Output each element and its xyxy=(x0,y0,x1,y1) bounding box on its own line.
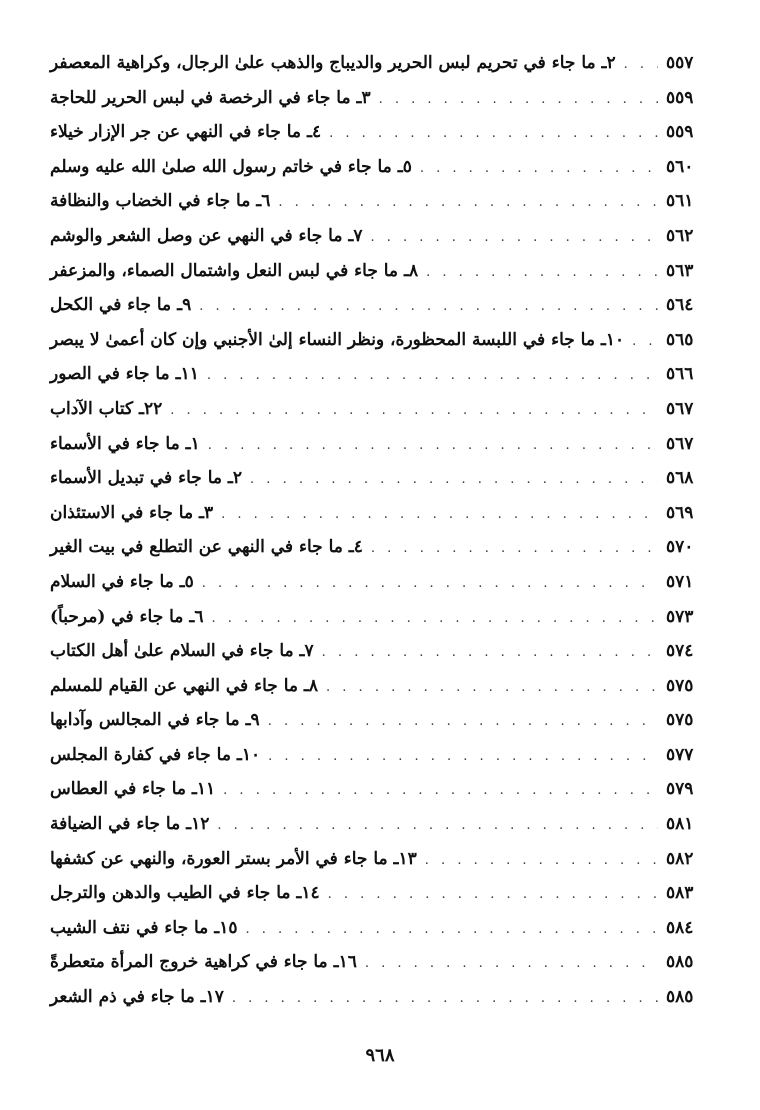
toc-page-number: ٥٨٥ xyxy=(666,952,694,973)
toc-row xyxy=(50,115,710,150)
toc-row xyxy=(50,634,710,669)
toc-entry-title: ١٢ـ ما جاء في الضيافة xyxy=(50,814,210,835)
toc-chapter-title: ٢٢ـ كتاب الآداب xyxy=(50,398,163,419)
toc-page-number: ٥٧١ xyxy=(666,571,694,592)
toc-entry-title: ٥ـ ما جاء في خاتم رسول الله صلىٰ الله عليه وسلم xyxy=(50,156,412,177)
toc-page-number: ٥٦٠ xyxy=(666,156,694,177)
dot-leader xyxy=(199,290,658,325)
toc-page-number: ٥٨٥ xyxy=(666,987,694,1008)
toc-row xyxy=(50,184,710,219)
toc-entry-title: ٨ـ ما جاء في النهي عن القيام للمسلم xyxy=(50,675,319,696)
toc-page-number: ٥٦٨ xyxy=(666,468,694,489)
toc-page-number: ٥٦٥ xyxy=(666,329,694,350)
toc-entry-title: ١٦ـ ما جاء في كراهية خروج المرأة متعطرةً xyxy=(50,952,357,973)
toc-entry-title: ٥ـ ما جاء في السلام xyxy=(50,571,194,592)
dot-leader xyxy=(211,602,658,637)
dot-leader xyxy=(322,636,658,671)
toc-page-number: ٥٦٢ xyxy=(666,225,694,246)
dot-leader xyxy=(420,152,658,187)
dot-leader xyxy=(223,774,658,809)
toc-page-number: ٥٧٥ xyxy=(666,710,694,731)
dot-leader xyxy=(278,186,658,221)
toc-page-number: ٥٧٩ xyxy=(666,779,694,800)
toc-entry-title: ٤ـ ما جاء في النهي عن التطلع في بيت الغير xyxy=(50,537,363,558)
toc-entry-title: ٣ـ ما جاء في الرخصة في لبس الحرير للحاجة xyxy=(50,87,371,108)
toc-page-number: ٥٧٧ xyxy=(666,744,694,765)
toc-chapter-row xyxy=(50,392,710,427)
toc-row xyxy=(50,219,710,254)
toc-row xyxy=(50,669,710,704)
toc-page-number: ٥٦١ xyxy=(666,191,694,212)
dot-leader xyxy=(250,463,658,498)
dot-leader xyxy=(170,394,658,429)
toc-page-number: ٥٦٩ xyxy=(666,502,694,523)
dot-leader xyxy=(329,117,658,152)
toc-page-number: ٥٨٢ xyxy=(666,848,694,869)
dot-leader xyxy=(268,705,658,740)
toc-entry-title: ٩ـ ما جاء في المجالس وآدابها xyxy=(50,710,260,731)
toc-page-number: ٥٨٤ xyxy=(666,917,694,938)
toc-entry-title: ٢ـ ما جاء في تحريم لبس الحرير والديباج والذهب علىٰ الرجال، وكراهية المعصفر xyxy=(50,53,616,73)
dot-leader xyxy=(425,844,658,879)
toc-page-number: ٥٥٧ xyxy=(666,53,694,73)
dot-leader xyxy=(365,947,658,982)
toc-row xyxy=(50,323,710,358)
toc-row xyxy=(50,357,710,392)
dot-leader xyxy=(371,532,658,567)
dot-leader xyxy=(232,982,658,1017)
toc-entry-title: ١ـ ما جاء في الأسماء xyxy=(50,433,200,454)
toc-page-number: ٥٦٤ xyxy=(666,295,694,316)
toc-entry-title: ٦ـ ما جاء في (مرحباً) xyxy=(50,606,204,627)
toc-row xyxy=(50,738,710,773)
toc-entry-title: ٩ـ ما جاء في الكحل xyxy=(50,295,192,316)
toc-page-number: ٥٥٩ xyxy=(666,87,694,108)
toc-row xyxy=(50,876,710,911)
toc-entry-title: ١٥ـ ما جاء في نتف الشيب xyxy=(50,917,238,938)
toc-row xyxy=(50,565,710,600)
toc-entry-title: ٤ـ ما جاء في النهي عن جر الإزار خيلاء xyxy=(50,122,322,143)
dot-leader xyxy=(217,809,658,844)
toc-entry-title: ١٣ـ ما جاء في الأمر بستر العورة، والنهي عن كشفها xyxy=(50,848,417,869)
toc-row xyxy=(50,46,710,81)
table-of-contents xyxy=(50,46,710,1015)
toc-page-number: ٥٦٦ xyxy=(666,364,694,385)
toc-page-number: ٥٦٧ xyxy=(666,433,694,454)
toc-page-number: ٥٧٣ xyxy=(666,606,694,627)
toc-row xyxy=(50,150,710,185)
toc-row xyxy=(50,496,710,531)
toc-entry-title: ٧ـ ما جاء في النهي عن وصل الشعر والوشم xyxy=(50,225,363,246)
page-number: ٩٦٨ xyxy=(365,1045,395,1066)
toc-row xyxy=(50,945,710,980)
toc-row xyxy=(50,254,710,289)
toc-row xyxy=(50,530,710,565)
dot-leader xyxy=(268,740,658,775)
dot-leader xyxy=(328,878,658,913)
toc-row xyxy=(50,600,710,635)
dot-leader xyxy=(379,83,658,118)
dot-leader xyxy=(208,429,658,464)
dot-leader xyxy=(202,567,658,602)
toc-row xyxy=(50,81,710,116)
dot-leader xyxy=(221,498,658,533)
toc-row xyxy=(50,842,710,877)
toc-entry-title: ١٤ـ ما جاء في الطيب والدهن والترجل xyxy=(50,883,320,904)
toc-page-number: ٥٧٠ xyxy=(666,537,694,558)
toc-row xyxy=(50,461,710,496)
toc-page-number: ٥٦٧ xyxy=(666,398,694,419)
dot-leader xyxy=(245,913,658,948)
toc-row xyxy=(50,288,710,323)
toc-page-number: ٥٦٣ xyxy=(666,260,694,281)
toc-row xyxy=(50,427,710,462)
toc-page-number: ٥٧٥ xyxy=(666,675,694,696)
dot-leader xyxy=(370,221,658,256)
toc-entry-title: ٣ـ ما جاء في الاستئذان xyxy=(50,502,214,523)
dot-leader xyxy=(426,256,658,291)
dot-leader xyxy=(632,325,658,360)
toc-row xyxy=(50,772,710,807)
toc-page-number: ٥٨٣ xyxy=(666,883,694,904)
toc-entry-title: ١٠ـ ما جاء في اللبسة المحظورة، ونظر النساء إلىٰ الأجنبي وإن كان أعمىٰ لا يبصر xyxy=(50,329,625,350)
dot-leader xyxy=(624,48,658,83)
toc-page-number: ٥٧٤ xyxy=(666,641,694,662)
toc-entry-title: ٢ـ ما جاء في تبديل الأسماء xyxy=(50,468,243,489)
dot-leader xyxy=(207,359,658,394)
toc-row xyxy=(50,980,710,1015)
toc-row xyxy=(50,703,710,738)
toc-entry-title: ١١ـ ما جاء في الصور xyxy=(50,364,199,385)
toc-entry-title: ١٠ـ ما جاء في كفارة المجلس xyxy=(50,744,261,765)
toc-entry-title: ٦ـ ما جاء في الخضاب والنظافة xyxy=(50,191,271,212)
toc-entry-title: ٨ـ ما جاء في لبس النعل واشتمال الصماء، والمزعفر xyxy=(50,260,419,281)
toc-entry-title: ١٧ـ ما جاء في ذم الشعر xyxy=(50,987,224,1008)
dot-leader xyxy=(326,671,658,706)
toc-row xyxy=(50,807,710,842)
toc-page-number: ٥٨١ xyxy=(666,814,694,835)
toc-row xyxy=(50,911,710,946)
toc-entry-title: ١١ـ ما جاء في العطاس xyxy=(50,779,216,800)
toc-page-number: ٥٥٩ xyxy=(666,122,694,143)
toc-entry-title: ٧ـ ما جاء في السلام علىٰ أهل الكتاب xyxy=(50,641,314,662)
